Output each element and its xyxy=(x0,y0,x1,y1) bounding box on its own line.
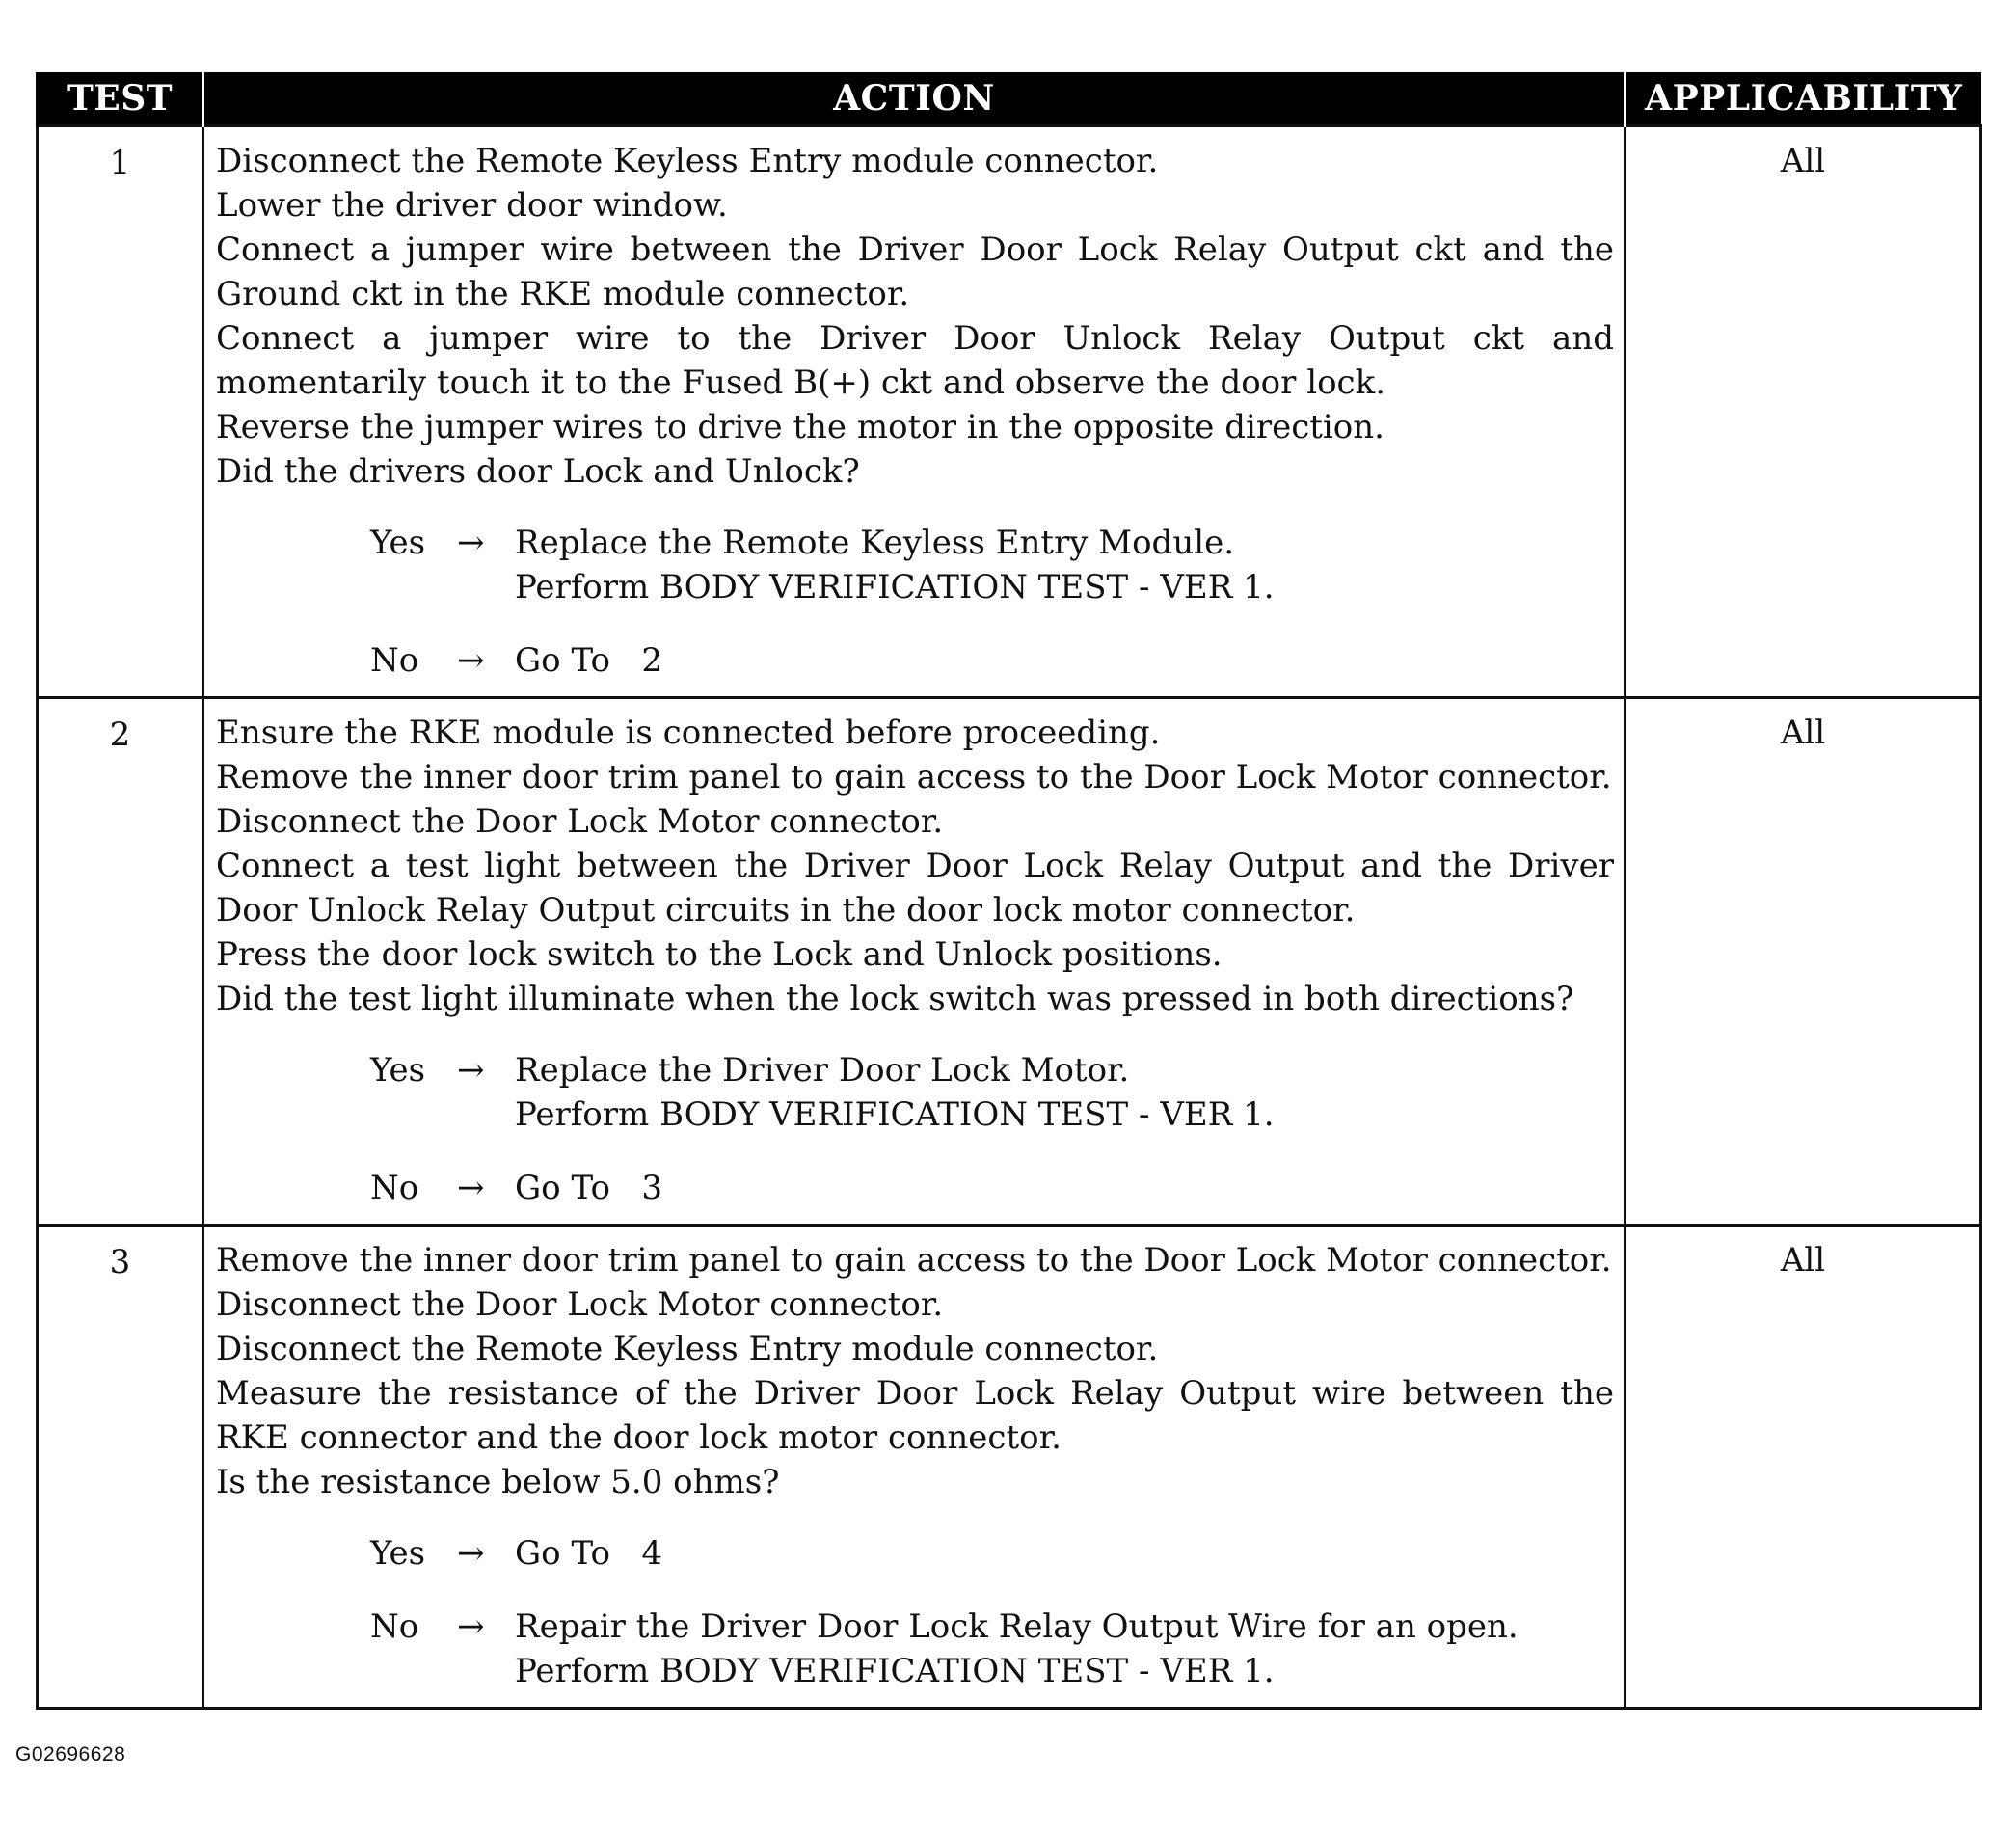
action-step: Measure the resistance of the Driver Door Lock Relay Output wire between the RKE connector and the door lock motor connector. xyxy=(216,1374,1614,1457)
outcome-line: Replace the Driver Door Lock Motor. xyxy=(515,1051,1130,1090)
arrow-right-icon: → xyxy=(457,1534,485,1573)
action-step: Reverse the jumper wires to drive the motor in the opposite direction. xyxy=(216,408,1384,446)
action-step: Disconnect the Door Lock Motor connector. xyxy=(216,1285,944,1324)
yes-label: Yes xyxy=(370,524,426,562)
action-step: Is the resistance below 5.0 ohms? xyxy=(216,1463,780,1501)
action-step: Disconnect the Remote Keyless Entry module connector. xyxy=(216,142,1159,180)
action-step: Connect a jumper wire between the Driver Door Lock Relay Output ckt and the Ground ckt in the RKE module connector. xyxy=(216,230,1614,313)
outcome-line: Replace the Remote Keyless Entry Module. xyxy=(515,524,1235,562)
table-row xyxy=(38,698,1981,1226)
outcome-line: Go To 2 xyxy=(515,641,662,680)
arrow-right-icon: → xyxy=(457,1607,485,1646)
no-label: No xyxy=(370,1607,419,1646)
no-outcome xyxy=(515,1605,1614,1693)
action-step: Disconnect the Remote Keyless Entry module connector. xyxy=(216,1330,1159,1368)
header-test: TEST xyxy=(38,72,203,126)
figure-id: G02696628 xyxy=(15,1743,126,1766)
header-action: ACTION xyxy=(203,72,1626,126)
action-step: Lower the driver door window. xyxy=(216,186,728,225)
table-body xyxy=(38,126,1981,1709)
applicability-value: All xyxy=(1626,126,1981,698)
table-row xyxy=(38,1226,1981,1709)
table-header xyxy=(38,72,1981,126)
header-applicability: APPLICABILITY xyxy=(1626,72,1981,126)
action-step: Did the drivers door Lock and Unlock? xyxy=(216,452,860,491)
action-steps xyxy=(216,139,1614,494)
outcome-line: Perform BODY VERIFICATION TEST - VER 1. xyxy=(515,568,1275,607)
yes-result xyxy=(370,1048,1614,1137)
action-step: Remove the inner door trim panel to gain access to the Door Lock Motor connector. xyxy=(216,1241,1612,1280)
no-result xyxy=(370,1166,1614,1210)
action-step: Did the test light illuminate when the lock switch was pressed in both directions? xyxy=(216,980,1574,1018)
outcome-line: Perform BODY VERIFICATION TEST - VER 1. xyxy=(515,1095,1275,1134)
action-cell xyxy=(203,1226,1626,1709)
action-step: Connect a jumper wire to the Driver Door Unlock Relay Output ckt and momentarily touch it to the Fused B(+) ckt and observe the door lock. xyxy=(216,319,1614,402)
applicability-value: All xyxy=(1626,698,1981,1226)
outcome-line: Repair the Driver Door Lock Relay Output Wire for an open. xyxy=(515,1607,1519,1646)
test-number: 1 xyxy=(38,126,203,698)
no-result xyxy=(370,1605,1614,1693)
arrow-right-icon: → xyxy=(457,1051,485,1090)
yes-outcome xyxy=(515,521,1614,609)
arrow-right-icon: → xyxy=(457,1169,485,1207)
outcome-line: Go To 3 xyxy=(515,1169,662,1207)
no-label: No xyxy=(370,641,419,680)
action-step: Connect a test light between the Driver Door Lock Relay Output and the Driver Door Unlock Relay Output circuits in the door lock motor connector. xyxy=(216,847,1614,930)
action-cell xyxy=(203,698,1626,1226)
yes-result xyxy=(370,521,1614,609)
outcome-line: Perform BODY VERIFICATION TEST - VER 1. xyxy=(515,1652,1275,1690)
arrow-right-icon: → xyxy=(457,641,485,680)
action-step: Press the door lock switch to the Lock and Unlock positions. xyxy=(216,935,1223,974)
test-number: 2 xyxy=(38,698,203,1226)
yes-outcome xyxy=(515,1048,1614,1137)
no-result xyxy=(370,638,1614,683)
outcome-line: Go To 4 xyxy=(515,1534,662,1573)
action-cell xyxy=(203,126,1626,698)
no-outcome xyxy=(515,1166,1614,1210)
arrow-right-icon: → xyxy=(457,524,485,562)
yes-result xyxy=(370,1531,1614,1576)
diagnostic-test-table xyxy=(36,72,1982,1710)
applicability-value: All xyxy=(1626,1226,1981,1709)
diagnostic-test-table-wrapper xyxy=(36,72,1979,1710)
action-step: Ensure the RKE module is connected before proceeding. xyxy=(216,714,1161,752)
no-label: No xyxy=(370,1169,419,1207)
yes-label: Yes xyxy=(370,1051,426,1090)
table-row xyxy=(38,126,1981,698)
yes-label: Yes xyxy=(370,1534,426,1573)
action-step: Remove the inner door trim panel to gain access to the Door Lock Motor connector. xyxy=(216,758,1612,796)
action-steps xyxy=(216,711,1614,1021)
no-outcome xyxy=(515,638,1614,683)
test-number: 3 xyxy=(38,1226,203,1709)
action-steps xyxy=(216,1238,1614,1504)
yes-outcome xyxy=(515,1531,1614,1576)
action-step: Disconnect the Door Lock Motor connector. xyxy=(216,802,944,841)
